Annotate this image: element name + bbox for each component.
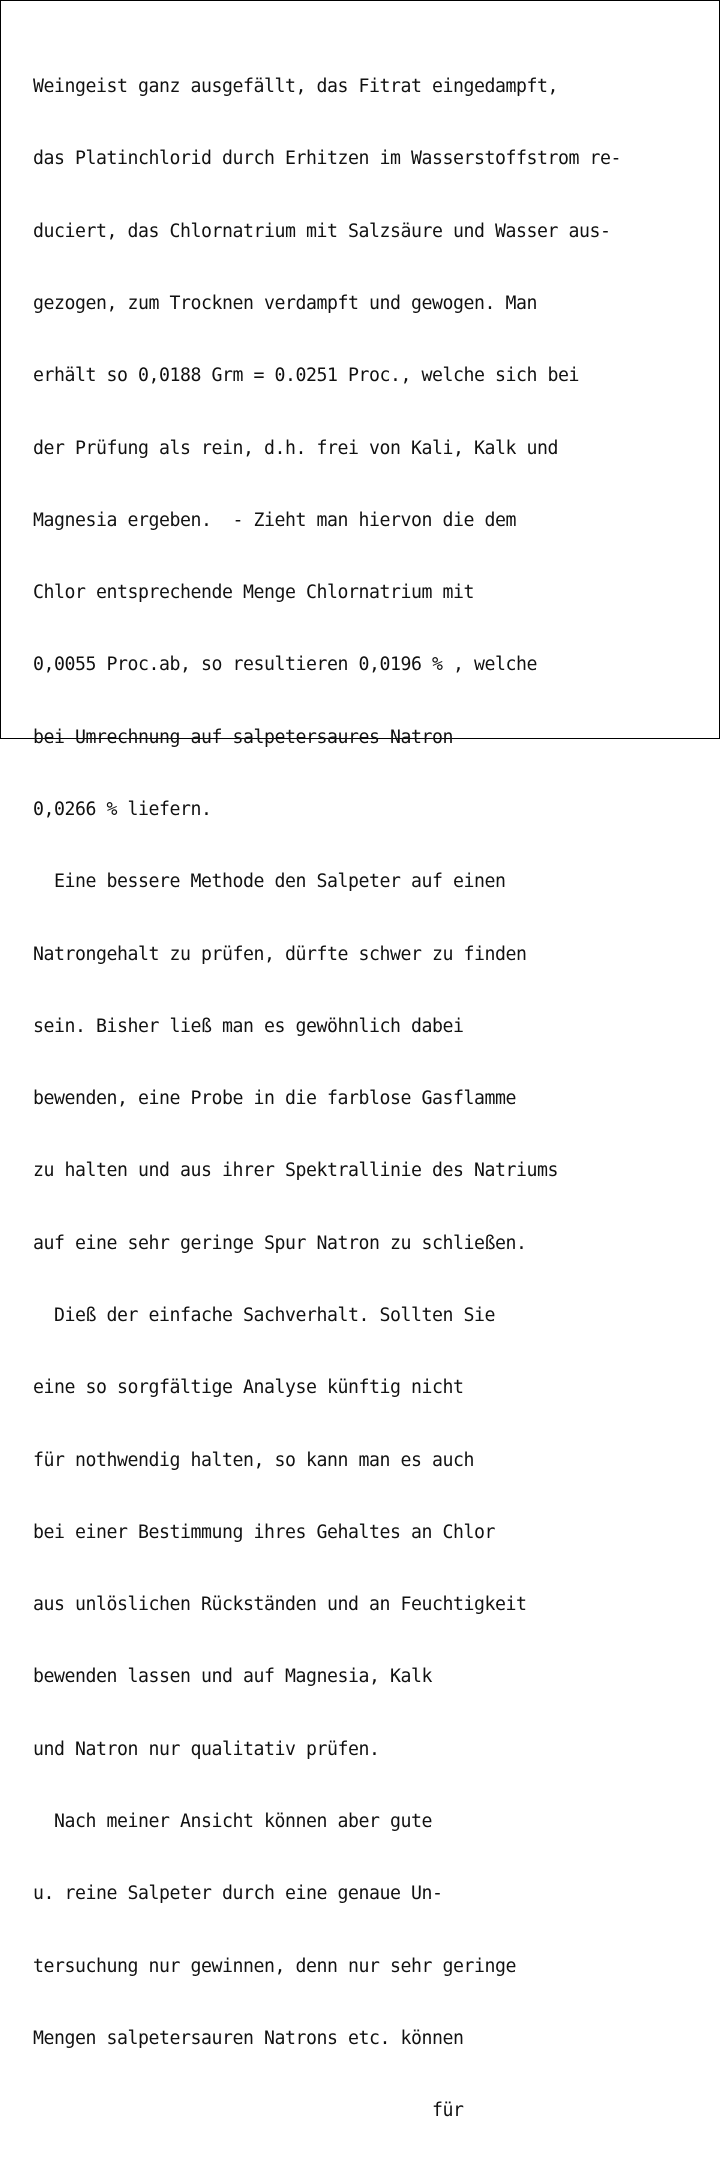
text-line: zu halten und aus ihrer Spektrallinie des Natriums xyxy=(33,1160,558,1182)
text-line: der Prüfung als rein, d.h. frei von Kali, Kalk und xyxy=(33,437,558,459)
typed-text-block xyxy=(33,27,621,2171)
text-line: das Platinchlorid durch Erhitzen im Wasserstoffstrom re- xyxy=(33,148,621,170)
text-line: bewenden, eine Probe in die farblose Gasflamme xyxy=(33,1088,516,1110)
text-line: bei einer Bestimmung ihres Gehaltes an Chlor xyxy=(33,1521,495,1543)
text-line: für nothwendig halten, so kann man es auch xyxy=(33,1449,474,1471)
text-line: aus unlöslichen Rückständen und an Feuchtigkeit xyxy=(33,1594,527,1616)
text-line: bei Umrechnung auf salpetersaures Natron xyxy=(33,726,453,748)
text-line: eine so sorgfältige Analyse künftig nicht xyxy=(33,1377,464,1399)
text-line: 0,0055 Proc.ab, so resultieren 0,0196 % , welche xyxy=(33,654,537,676)
text-line: gezogen, zum Trocknen verdampft und gewogen. Man xyxy=(33,293,537,315)
text-line: Mengen salpetersauren Natrons etc. können xyxy=(33,2027,464,2049)
text-line: Weingeist ganz ausgefällt, das Fitrat eingedampft, xyxy=(33,76,558,98)
text-line: sein. Bisher ließ man es gewöhnlich dabei xyxy=(33,1015,464,1037)
text-line: und Natron nur qualitativ prüfen. xyxy=(33,1738,380,1760)
catchword-line: für xyxy=(33,2100,464,2122)
text-line: 0,0266 % liefern. xyxy=(33,799,212,820)
text-line: Magnesia ergeben. - Zieht man hiervon die dem xyxy=(33,509,516,531)
text-line: bewenden lassen und auf Magnesia, Kalk xyxy=(33,1666,432,1688)
text-line: Natrongehalt zu prüfen, dürfte schwer zu finden xyxy=(33,943,527,965)
text-line: auf eine sehr geringe Spur Natron zu schließen. xyxy=(33,1232,527,1254)
text-line: Chlor entsprechende Menge Chlornatrium mit xyxy=(33,582,474,604)
text-line: Nach meiner Ansicht können aber gute xyxy=(33,1810,432,1832)
text-line: erhält so 0,0188 Grm = 0.0251 Proc., welche sich bei xyxy=(33,365,579,387)
text-line: Eine bessere Methode den Salpeter auf einen xyxy=(33,871,506,893)
text-line: Dieß der einfache Sachverhalt. Sollten Sie xyxy=(33,1304,495,1326)
text-line: tersuchung nur gewinnen, denn nur sehr geringe xyxy=(33,1955,516,1977)
text-line: duciert, das Chlornatrium mit Salzsäure und Wasser aus- xyxy=(33,220,611,242)
text-line: u. reine Salpeter durch eine genaue Un- xyxy=(33,1883,443,1905)
